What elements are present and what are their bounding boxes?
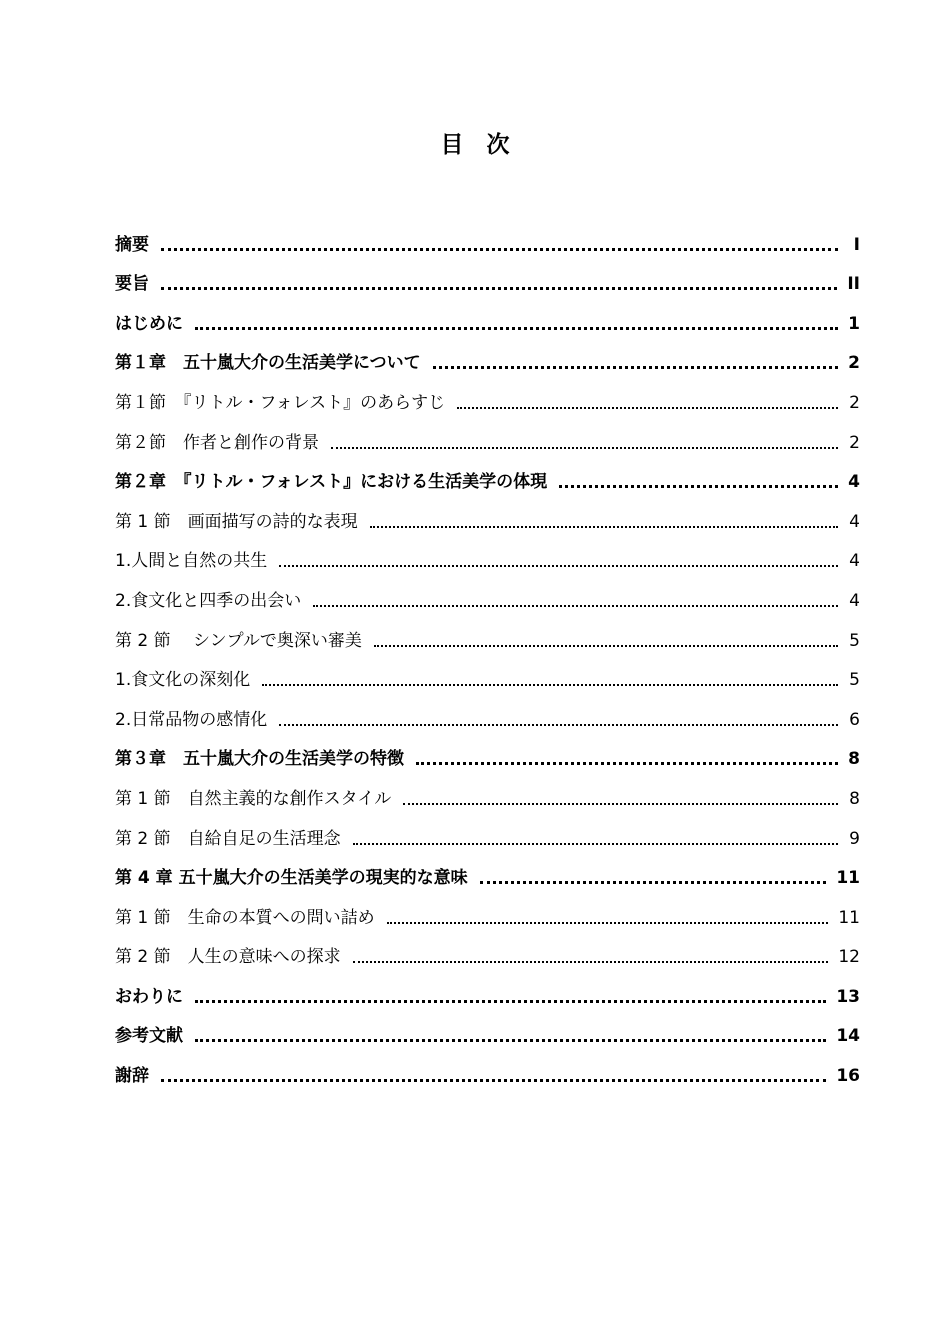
toc-entry-label: 第１節 『リトル・フォレスト』のあらすじ [115,392,446,413]
dot-leader [195,1025,826,1047]
toc-entry[interactable] [115,850,860,890]
toc-entry[interactable] [115,572,860,612]
toc-entry-page-number: 4 [849,511,860,532]
dot-leader [370,511,838,533]
toc-entry[interactable] [115,414,860,454]
dot-leader [457,392,838,414]
toc-entry-page-number: 4 [848,472,860,493]
toc-entry-page-number: 4 [849,590,860,611]
toc-entry-label: 2.日常品物の感情化 [115,709,268,730]
toc-entry-label: 参考文献 [115,1026,183,1047]
toc-entry-label: 第 1 節 画面描写の詩的な表現 [115,511,358,532]
toc-entry-label: 1.人間と自然の共生 [115,551,268,572]
toc-entry-label: 要旨 [115,274,149,295]
dot-leader [416,748,838,770]
dot-leader [262,669,838,691]
dot-leader [161,273,837,295]
toc-entry-label: 第１章 五十嵐大介の生活美学について [115,353,421,374]
toc-entry-label: はじめに [115,313,183,334]
toc-entry[interactable] [115,493,860,533]
toc-entry-page-number: 5 [849,670,860,691]
toc-entry[interactable] [115,533,860,573]
toc-entry-label: 1.食文化の深刻化 [115,670,251,691]
dot-leader [279,550,838,572]
toc-entry-page-number: 11 [838,907,860,928]
toc-entry-page-number: 2 [849,392,860,413]
toc-entry-label: 第 1 節 生命の本質への問い詰め [115,907,375,928]
page-title: 目 次 [440,132,510,158]
dot-leader [353,828,838,850]
toc-entry-label: 摘要 [115,234,149,255]
toc-entry-page-number: 4 [849,551,860,572]
dot-leader [313,590,838,612]
toc-entry-label: 第 4 章 五十嵐大介の生活美学の現実的な意味 [115,868,468,889]
toc-entry[interactable] [115,454,860,494]
toc-entry[interactable] [115,374,860,414]
dot-leader [161,1065,826,1087]
toc-entry[interactable] [115,889,860,929]
toc-entry[interactable] [115,731,860,771]
toc-entry[interactable] [115,335,860,375]
toc-entry[interactable] [115,295,860,335]
toc-entry-page-number: 11 [836,868,860,889]
toc-entry-label: 第３章 五十嵐大介の生活美学の特徴 [115,749,404,770]
toc-entry-page-number: 8 [848,749,860,770]
dot-leader [195,986,826,1008]
dot-leader [480,867,827,889]
toc-entry-page-number: II [847,274,860,295]
toc-entry-label: おわりに [115,986,183,1007]
toc-entry-page-number: 8 [849,788,860,809]
toc-entry[interactable] [115,968,860,1008]
table-of-contents [115,216,860,1087]
toc-entry-label: 第 2 節 シンプルで奥深い審美 [115,630,362,651]
dot-leader [374,630,838,652]
toc-entry[interactable] [115,929,860,969]
toc-entry-label: 第 1 節 自然主義的な創作スタイル [115,788,392,809]
toc-entry-page-number: I [853,234,860,255]
toc-entry-page-number: 2 [848,353,860,374]
toc-entry-label: 2.食文化と四季の出会い [115,590,302,611]
toc-entry-page-number: 2 [849,432,860,453]
toc-entry[interactable] [115,216,860,256]
toc-entry-page-number: 16 [836,1066,860,1087]
toc-entry[interactable] [115,1008,860,1048]
toc-entry-label: 第２節 作者と創作の背景 [115,432,319,453]
toc-entry[interactable] [115,691,860,731]
dot-leader [353,946,829,968]
toc-entry-page-number: 6 [849,709,860,730]
toc-entry-page-number: 5 [849,630,860,651]
dot-leader [387,907,829,929]
toc-entry-page-number: 14 [836,1026,860,1047]
toc-entry[interactable] [115,770,860,810]
dot-leader [279,709,838,731]
toc-entry[interactable] [115,612,860,652]
toc-entry-page-number: 12 [838,947,860,968]
dot-leader [161,234,838,256]
toc-entry-label: 第２章 『リトル・フォレスト』における生活美学の体現 [115,472,548,493]
toc-entry[interactable] [115,810,860,850]
dot-leader [433,352,838,374]
toc-entry[interactable] [115,652,860,692]
toc-entry-label: 第 2 節 人生の意味への探求 [115,947,341,968]
toc-entry-page-number: 1 [848,313,860,334]
toc-entry-page-number: 13 [836,986,860,1007]
toc-entry-label: 第 2 節 自給自足の生活理念 [115,828,341,849]
toc-entry[interactable] [115,1047,860,1087]
dot-leader [403,788,838,810]
toc-entry-page-number: 9 [849,828,860,849]
dot-leader [331,432,838,454]
dot-leader [559,471,838,493]
toc-entry-label: 謝辞 [115,1066,149,1087]
dot-leader [195,313,838,335]
toc-entry[interactable] [115,256,860,296]
